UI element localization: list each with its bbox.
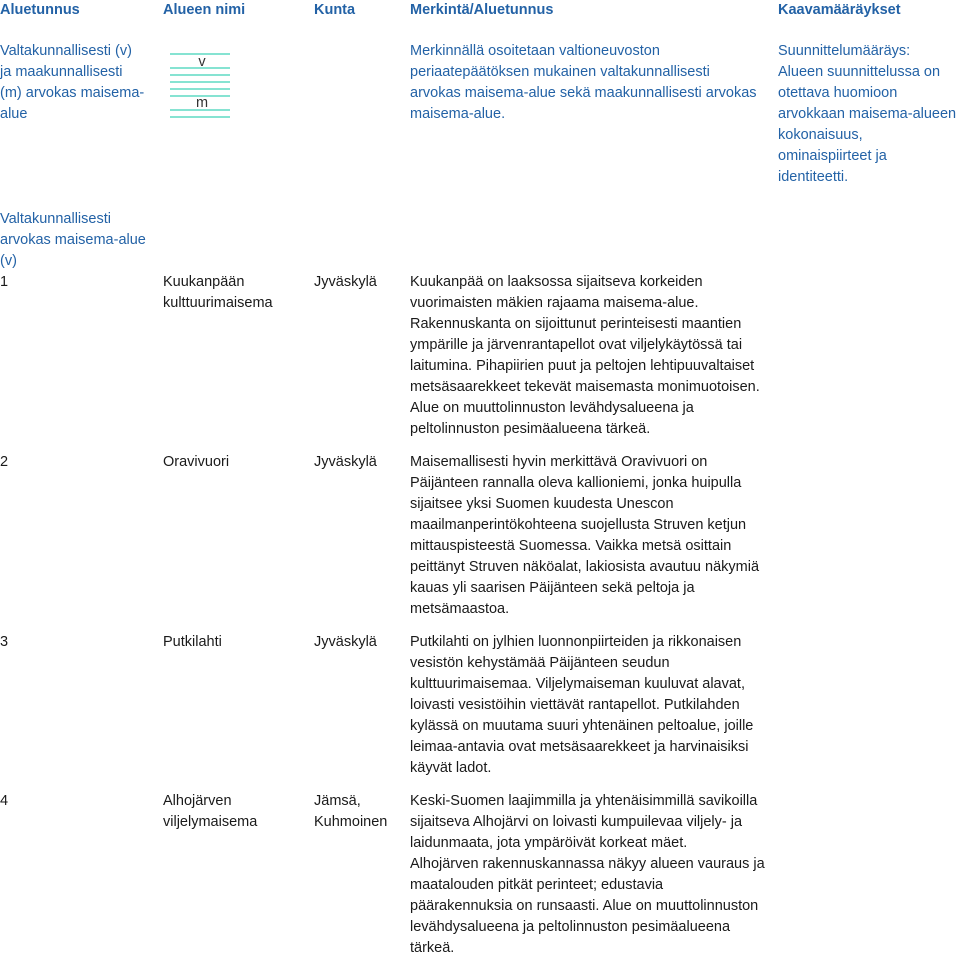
area-description-line: metsämaastoa. [410,601,510,617]
area-number: 2 [0,454,9,470]
legend-aluetunnus-line: Valtakunnallisesti (v) [0,43,132,59]
legend-kaavamaaraykset [778,41,956,188]
section-heading-line: arvokas maisema-alue [0,232,146,248]
area-description-line: kylässä on muutama suuri yhtenäinen peltoalue, joille [410,718,754,734]
area-municipality [314,452,377,473]
area-name-line: Alhojärven [163,793,232,809]
area-description-line: Rakennuskanta on sijoittunut perinteisesti maantien [410,316,742,332]
legend-merkinta-line: periaatepäätöksen mukainen valtakunnallisesti [410,64,710,80]
legend-aluetunnus-line: ja maakunnallisesti [0,64,123,80]
area-description-line: kauas yli saarisen Päijänteen sekä peltoja ja [410,580,695,596]
area-name-line: viljelymaisema [163,814,258,830]
area-description-line: leimaa-antavia ovat metsäsaarekkeet ja harvinaisiksi [410,739,749,755]
legend-merkinta-line: Merkinnällä osoitetaan valtioneuvoston [410,43,660,59]
legend-kaavamaarays-line: Alueen suunnittelussa on [778,64,941,80]
area-name [163,632,222,653]
area-description-line: käyvät ladot. [410,760,492,776]
area-description [410,791,765,959]
legend-kaavamaarays-line: kokonaisuus, [778,127,863,143]
area-description [410,632,753,779]
area-municipality [314,632,377,653]
area-municipality-line: Jyväskylä [314,634,377,650]
column-header-alueen-nimi: Alueen nimi [163,2,246,18]
area-description-line: Keski-Suomen laajimmilla ja yhtenäisimmillä savikoilla [410,793,758,809]
area-description-line: Alhojärven rakennuskannassa näkyy alueen vauraus ja [410,856,765,872]
area-description-line: laidunmaata, jota ympäröivät korkeat mäet. [410,835,688,851]
area-description-line: sijaitseva Alhojärvi on loivasti kumpuilevaa viljely- ja [410,814,743,830]
area-description-line: metsäsaarekkeet tekevät maisemasta monimuotoisen. [410,379,760,395]
area-description-line: Alue on muuttolinnuston levähdysalueena ja [410,400,694,416]
area-name-line: Oravivuori [163,454,230,470]
legend-kaavamaarays-line: ominaispiirteet ja [778,148,887,164]
area-name [163,791,257,833]
area-description-line: peltolinnuston pesimäalueena tärkeä. [410,421,651,437]
column-header-kunta: Kunta [314,2,356,18]
area-description-line: Päijänteen rannalla oleva kallioniemi, jonka huipulla [410,475,742,491]
area-number: 3 [0,634,9,650]
legend-kaavamaarays-line: identiteetti. [778,169,849,185]
area-name-line: kulttuurimaisema [163,295,273,311]
column-header-kaavamaaraykset: Kaavamääräykset [778,2,901,18]
legend-kaavamaarays-line: otettava huomioon [778,85,898,101]
area-municipality-line: Kuhmoinen [314,814,388,830]
area-description-line: kulttuurimaisemaa. Viljelymaiseman kuuluvat alavat, [410,676,745,692]
area-municipality-line: Jyväskylä [314,274,377,290]
legend-merkinta [410,41,757,125]
area-municipality-line: Jyväskylä [314,454,377,470]
area-description-line: laitumina. Pihapiirien puut ja peltojen lehtipuuvaltaiset [410,358,755,374]
area-description-line: peittänyt Struven näköalat, lakiosista avautuu näkymiä [410,559,760,575]
legend-kaavamaarays-line: arvokkaan maisema-alueen [778,106,957,122]
area-description-line: Maisemallisesti hyvin merkittävä Oravivuori on [410,454,708,470]
area-description-line: ympärille ja järvenrantapellot ovat viljelykäytössä tai [410,337,743,353]
area-municipality-line: Jämsä, [314,793,361,809]
legend-aluetunnus-line: alue [0,106,28,122]
column-header-aluetunnus: Aluetunnus [0,2,80,18]
section-heading [0,209,146,272]
area-description [410,452,759,620]
legend-kaavamaarays-line: Suunnittelumääräys: [778,43,911,59]
symbol-letter-m: m [195,95,209,111]
column-header-merkinta: Merkintä/Aluetunnus [410,2,554,18]
section-heading-line: (v) [0,253,17,269]
area-description-line: maatalouden pitkät perinteet; edustavia [410,877,664,893]
area-description-line: levähdysalueena ja peltolinnuston pesimäalueena [410,919,731,935]
legend-merkinta-line: arvokas maisema-alue sekä maakunnallisesti arvokas [410,85,757,101]
area-name-line: Putkilahti [163,634,222,650]
area-municipality [314,791,387,833]
legend-aluetunnus [0,41,144,125]
area-name [163,272,273,314]
area-description-line: Kuukanpää on laaksossa sijaitseva korkeiden [410,274,703,290]
area-description-line: tärkeä. [410,940,455,956]
section-heading-line: Valtakunnallisesti [0,211,111,227]
legend-merkinta-line: maisema-alue. [410,106,506,122]
area-description-line: sijaitsee yksi Suomen kuudesta Unescon [410,496,674,512]
area-description-line: vuorimaisten mäkien rajaama maisema-alue. [410,295,699,311]
area-name [163,452,229,473]
area-description [410,272,760,440]
area-description-line: mittauspisteestä Suomessa. Vaikka metsä osittain [410,538,732,554]
area-municipality [314,272,377,293]
area-name-line: Kuukanpään [163,274,245,290]
symbol-letter-v: v [198,54,206,70]
legend-stripe-symbol [168,44,232,124]
area-description-line: päärakennuksia on runsaasti. Alue on muuttolinnuston [410,898,759,914]
area-number: 4 [0,793,9,809]
area-description-line: maailmanperintökohteena suojellusta Struven ketjun [410,517,747,533]
area-description-line: loivasti vesistöihin viettävät rantapellot. Putkilahden [410,697,740,713]
area-number: 1 [0,274,9,290]
legend-aluetunnus-line: (m) arvokas maisema- [0,85,145,101]
area-description-line: vesistön kehystämää Päijänteen seudun [410,655,670,671]
area-description-line: Putkilahti on jylhien luonnonpiirteiden ja rikkonaisen [410,634,742,650]
